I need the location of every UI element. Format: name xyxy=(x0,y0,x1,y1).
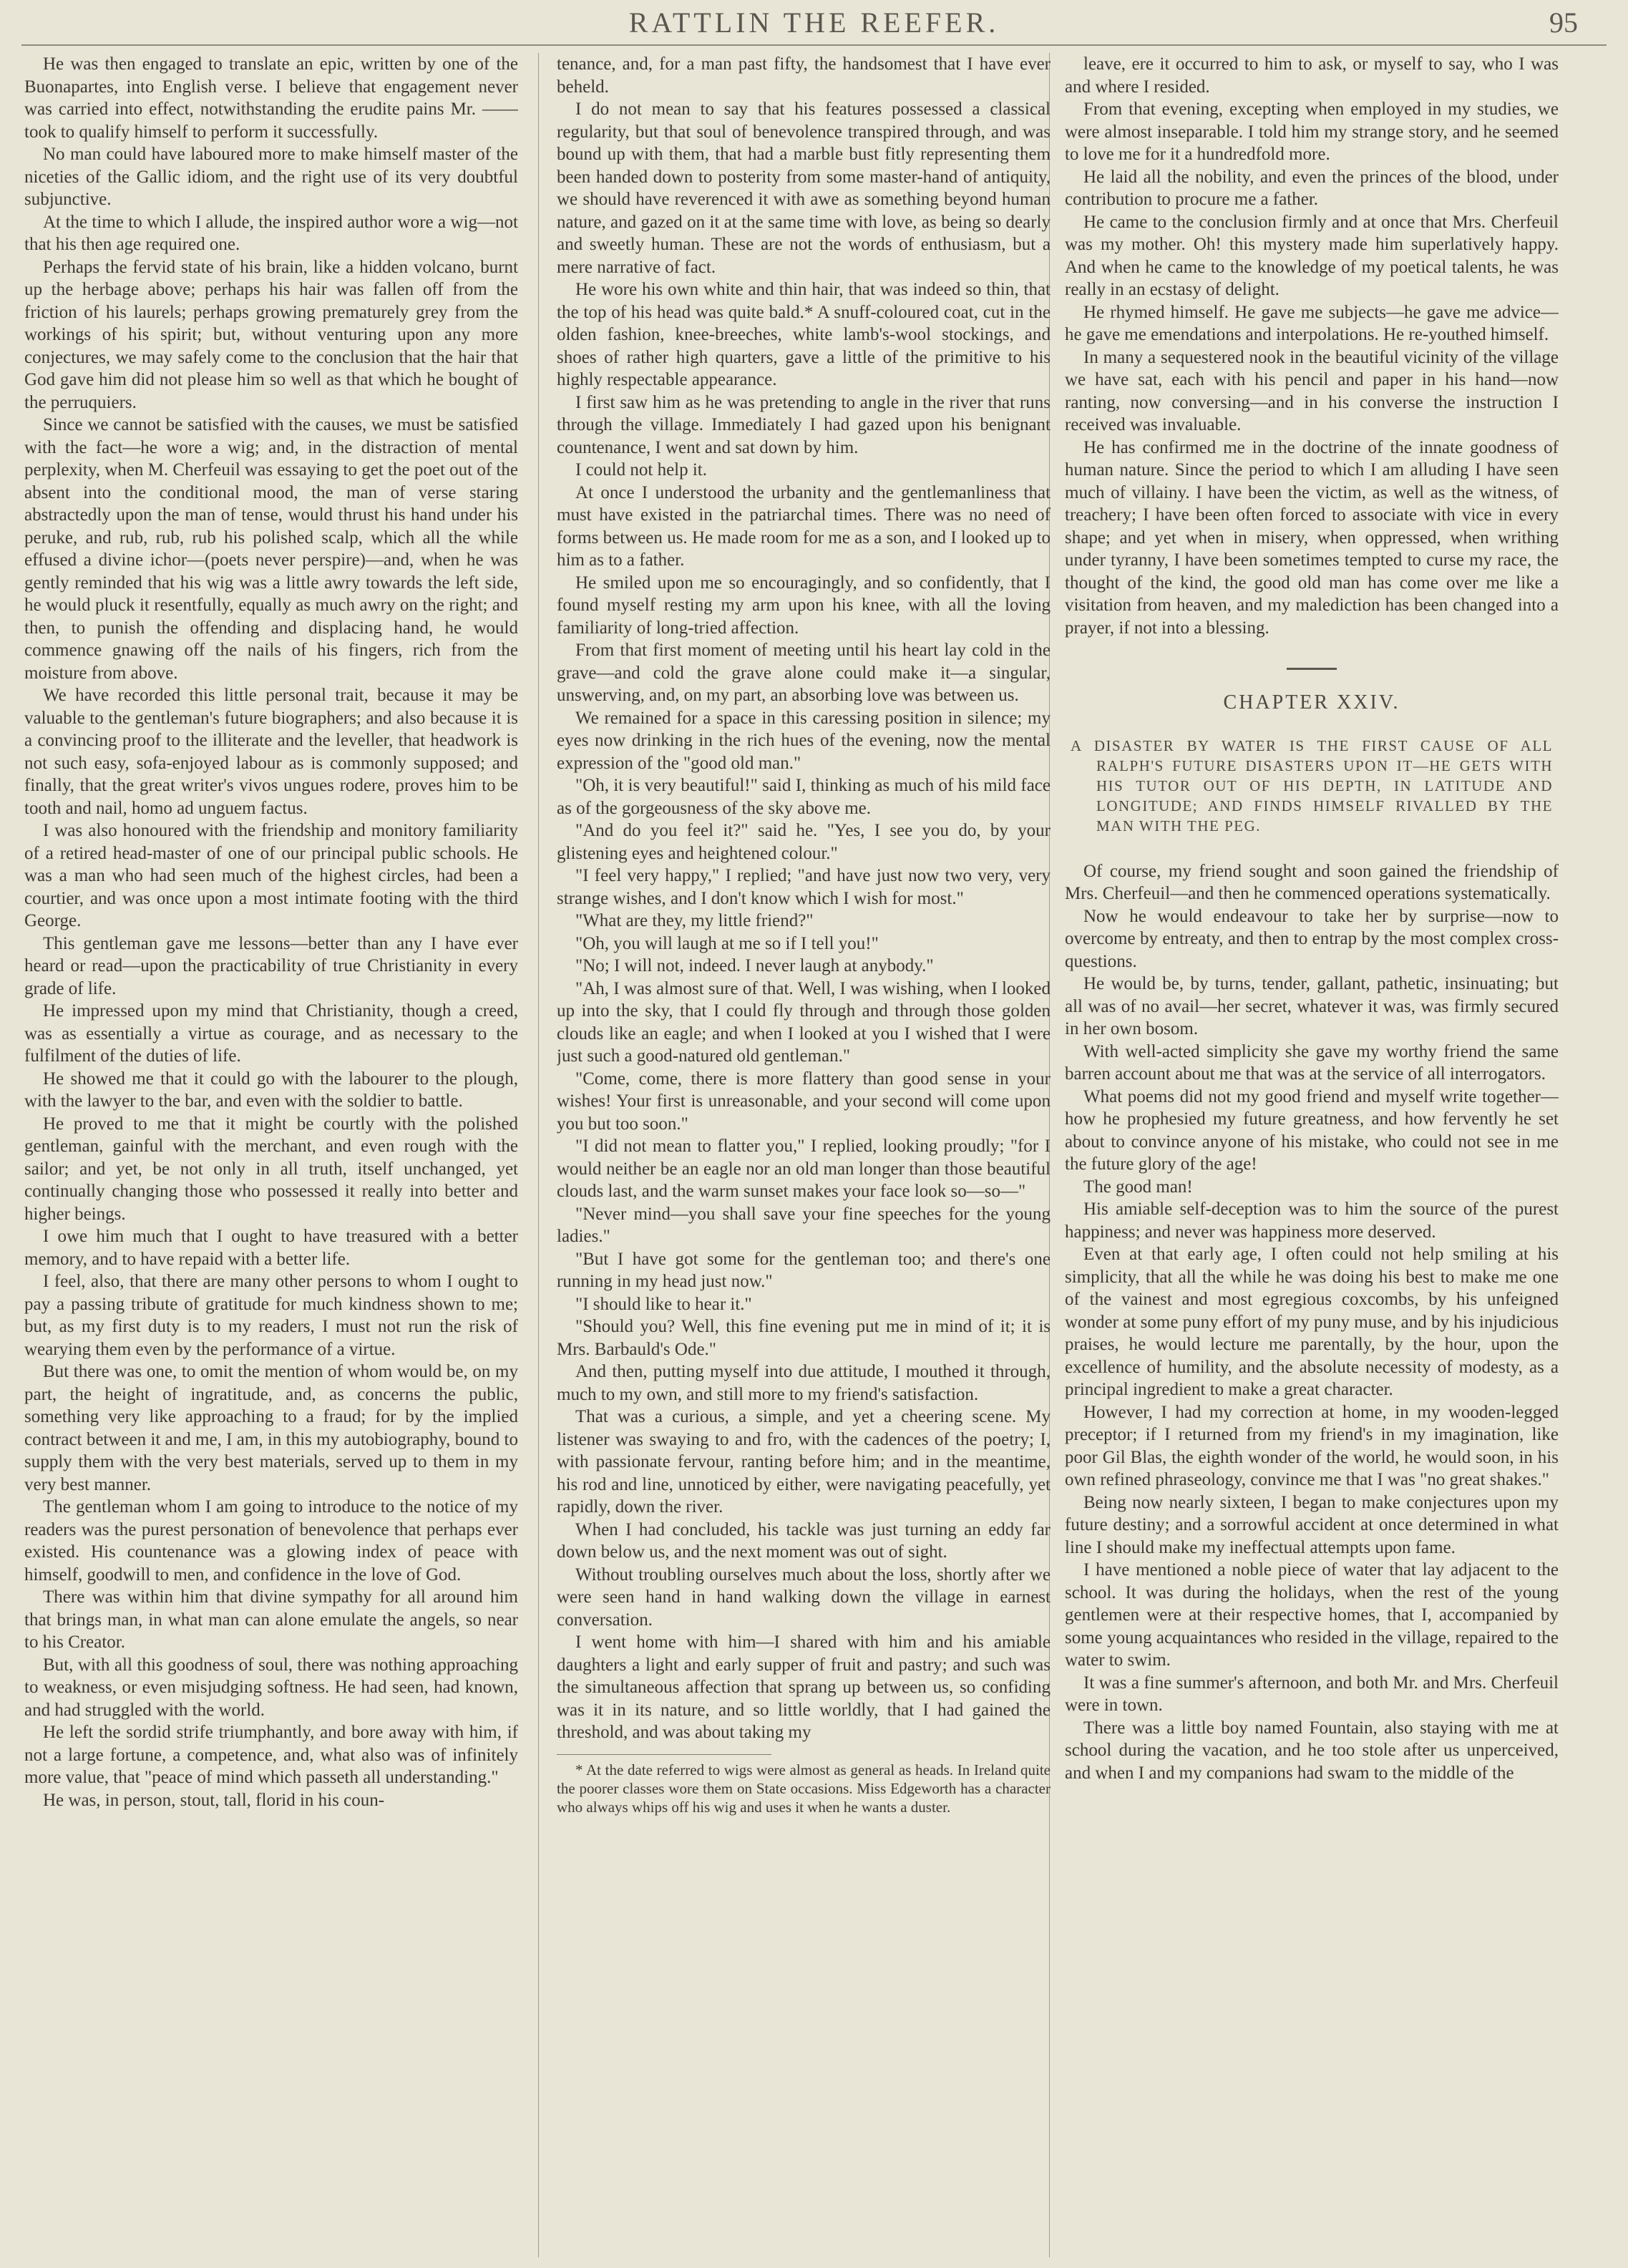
running-title: RATTLIN THE REEFER. xyxy=(628,6,1000,39)
paragraph: I went home with him—I shared with him and his amiable daughters a light and early supper of fruit and pastry; and such was the simultaneous affection that sprang up between us, so confiding was it in its nature, and so little worldly, that I had gained the threshold, and was about taking my xyxy=(557,1632,1051,1742)
paragraph: In many a sequestered nook in the beautiful vicinity of the village we have sat, each with his pencil and paper in his hand—now ranting, now conversing—and in his converse the instruction I received was invaluable. xyxy=(1065,347,1559,434)
paragraph: I do not mean to say that his features possessed a classical regularity, but that soul of benevolence transpired through, and was bound up with them, that had a marble bust fitly representing them been handed down to posterity from some master-hand of antiquity, we should have reverenced it with awe as something beyond human nature, and gazed on it at the same time with love, as being so dearly and sweetly human. These are not the words of enthusiasm, but a mere narrative of fact. xyxy=(557,99,1051,277)
paragraph: "Never mind—you shall save your fine speeches for the young ladies." xyxy=(557,1204,1051,1246)
paragraph: He smiled upon me so encouragingly, and so confidently, that I found myself resting my arm upon his knee, with all the loving familiarity of long-tried affection. xyxy=(557,573,1051,638)
page-header xyxy=(0,0,1628,43)
footnote-rule xyxy=(557,1754,771,1755)
paragraph: There was a little boy named Fountain, also staying with me at school during the vacation, and he too stole after us unperceived, and when I and my companions had swam to the middle of the xyxy=(1065,1718,1559,1783)
paragraph: He showed me that it could go with the labourer to the plough, with the lawyer to the bar, and even with the soldier to battle. xyxy=(24,1069,518,1111)
column-right-body xyxy=(1065,53,1559,639)
paragraph: He has confirmed me in the doctrine of the innate goodness of human nature. Since the period to which I am alluding I have seen much of villainy. I have been the victim, as well as the witness, of treachery; I have been often forced to associate with vice in every shape; and yet when in misery, when oppressed, when writhing under tyranny, I have been sometimes tempted to curse my race, the thought of the kind, the good old man has come over me like a visitation from heaven, and my malediction has been changed into a prayer, if not into a blessing. xyxy=(1065,437,1559,638)
column-middle-body xyxy=(557,53,1051,1744)
header-rule xyxy=(21,44,1607,46)
paragraph: He proved to me that it might be courtly with the polished gentleman, gainful with the merchant, and even rough with the sailor; and yet, be not only in all truth, itself unchanged, yet continually changing those who possessed it really into better and higher beings. xyxy=(24,1114,518,1224)
paragraph: He wore his own white and thin hair, that was indeed so thin, that the top of his head was quite bald.* A snuff-coloured coat, cut in the olden fashion, knee-breeches, white lamb's-wool stockings, and shoes of rather high quarters, gave a little of the primitive to his highly respectable appearance. xyxy=(557,280,1051,389)
paragraph: His amiable self-deception was to him the source of the purest happiness; and never was happiness more deserved. xyxy=(1065,1199,1559,1242)
paragraph: I have mentioned a noble piece of water that lay adjacent to the school. It was during the holidays, when the rest of the young gentlemen were at their respective homes, that I, accompanied by some young acquaintances who resided in the village, repaired to the water to swim. xyxy=(1065,1560,1559,1670)
paragraph: He impressed upon my mind that Christianity, though a creed, was as essentially a virtue as courage, and as necessary to the fulfilment of the duties of life. xyxy=(24,1001,518,1066)
paragraph: "Come, come, there is more flattery than good sense in your wishes! Your first is unreasonable, and your second will come upon you but too soon." xyxy=(557,1069,1051,1134)
paragraph: He would be, by turns, tender, gallant, pathetic, insinuating; but all was of no avail—her secret, whatever it was, was firmly secured in her own bosom. xyxy=(1065,974,1559,1038)
paragraph: We remained for a space in this caressing position in silence; my eyes now drinking in the rich hues of the evening, now the mental expression of the "good old man." xyxy=(557,708,1051,773)
paragraph: "No; I will not, indeed. I never laugh at anybody." xyxy=(575,956,934,975)
paragraph: From that evening, excepting when employed in my studies, we were almost inseparable. I told him my strange story, and he seemed to love me for it a hundredfold more. xyxy=(1065,99,1559,164)
column-left xyxy=(24,53,518,2257)
paragraph: He was, in person, stout, tall, florid in his coun- xyxy=(43,1790,385,1810)
paragraph: At once I understood the urbanity and the gentlemanliness that must have existed in the patriarchal times. There was no need of forms between us. He made room for me as a son, and I looked up to him as to a father. xyxy=(557,482,1051,570)
paragraph: He was then engaged to translate an epic, written by one of the Buonapartes, into English verse. I believe that engagement never was carried into effect, notwithstanding the erudite pains Mr. —— took to qualify himself to perform it successfully. xyxy=(24,54,518,142)
paragraph: It was a fine summer's afternoon, and both Mr. and Mrs. Cherfeuil were in town. xyxy=(1065,1673,1559,1715)
paragraph: Of course, my friend sought and soon gained the friendship of Mrs. Cherfeuil—and then he commenced operations systematically. xyxy=(1065,861,1559,903)
paragraph: Now he would endeavour to take her by surprise—now to overcome by entreaty, and then to entrap by the most complex cross-questions. xyxy=(1065,906,1559,971)
paragraph: "I did not mean to flatter you," I replied, looking proudly; "for I would neither be an eagle nor an old man longer than those beautiful clouds last, and the warm sunset makes your face look so—so—" xyxy=(557,1137,1051,1201)
paragraph: I owe him much that I ought to have treasured with a better memory, and to have repaid with a better life. xyxy=(24,1227,518,1269)
paragraph: But there was one, to omit the mention of whom would be, on my part, the height of ingratitude, and, as concerns the public, something very like approaching to a fraud; for by the implied contract between it and me, I am, in this my autobiography, bound to supply them with the very best materials, served up to them in my very best manner. xyxy=(24,1362,518,1494)
chapter-body xyxy=(1065,860,1559,1785)
paragraph: "Ah, I was almost sure of that. Well, I was wishing, when I looked up into the sky, that I could fly through and through those golden clouds like an eagle; and when I looked at you I wished that I were just such a good-natured old gentleman." xyxy=(557,978,1051,1066)
paragraph: tenance, and, for a man past fifty, the handsomest that I have ever beheld. xyxy=(557,54,1051,97)
paragraph: "I feel very happy," I replied; "and have just now two very, very strange wishes, and I don't know which I wish for most." xyxy=(557,866,1051,908)
paragraph: "I should like to hear it." xyxy=(575,1294,752,1314)
column-middle xyxy=(557,53,1051,2257)
paragraph: Without troubling ourselves much about the loss, shortly after we were seen hand in hand walking down the village in earnest conversation. xyxy=(557,1564,1051,1630)
paragraph: I feel, also, that there are many other persons to whom I ought to pay a passing tribute of gratitude for much kindness shown to me; but, as my first duty is to my readers, I must not run the risk of wearying them even by the performance of a virtue. xyxy=(24,1272,518,1359)
paragraph: He laid all the nobility, and even the princes of the blood, under contribution to procure me a father. xyxy=(1065,167,1559,209)
paragraph: leave, ere it occurred to him to ask, or myself to say, who I was and where I resided. xyxy=(1065,54,1559,97)
column-rule xyxy=(538,53,539,2257)
paragraph: This gentleman gave me lessons—better than any I have ever heard or read—upon the practicability of true Christianity in every grade of life. xyxy=(24,933,518,998)
paragraph: Even at that early age, I often could not help smiling at his simplicity, that all the while he was doing his best to make me one of the vainest and most egregious coxcombs, by his unfeigned wonder at some puny effort of my puny muse, and by his injudicious praises, he would lecture me parentally, by the hour, upon the excellence of humility, and the absolute necessity of modesty, as a principal ingredient to make a great character. xyxy=(1065,1245,1559,1399)
paragraph: He left the sordid strife triumphantly, and bore away with him, if not a large fortune, a competence, and, what also was of infinitely more value, that "peace of mind which passeth all understanding." xyxy=(24,1723,518,1787)
section-ornament xyxy=(1287,668,1337,670)
page-number: 95 xyxy=(1549,6,1578,39)
paragraph: I could not help it. xyxy=(575,460,707,480)
chapter-summary: A DISASTER BY WATER IS THE FIRST CAUSE OF ALL RALPH'S FUTURE DISASTERS UPON IT—HE GETS WITH HIS TUTOR OUT OF HIS DEPTH, IN LATITUDE AND LONGITUDE; AND FINDS HIMSELF RIVALLED BY THE MAN WITH THE PEG. xyxy=(1071,736,1553,834)
footnote: * At the date referred to wigs were almost as general as heads. In Ireland quite the poorer classes wore them on State occasions. Miss Edgeworth has a character who always whips off his wig and uses it when he wants a duster. xyxy=(557,1761,1051,1816)
paragraph: We have recorded this little personal trait, because it may be valuable to the gentleman's future biographers; and also because it is a convincing proof to the illiterate and the leveller, that headwork is not such easy, sofa-enjoyed labour as is commonly supposed; and finally, that the great writer's vivos ungues rodere, proves him to be tooth and nail, homo ad unguem factus. xyxy=(24,686,518,818)
paragraph: "But I have got some for the gentleman too; and there's one running in my head just now." xyxy=(557,1249,1051,1291)
column-right xyxy=(1065,53,1559,2257)
paragraph: He rhymed himself. He gave me subjects—he gave me advice—he gave me emendations and interpolations. He re-youthed himself. xyxy=(1065,302,1559,344)
paragraph: When I had concluded, his tackle was just turning an eddy far down below us, and the next moment was out of sight. xyxy=(557,1519,1051,1562)
paragraph: I first saw him as he was pretending to angle in the river that runs through the village. Immediately I had gazed upon his benignant countenance, I went and sat down by him. xyxy=(557,392,1051,457)
paragraph: But, with all this goodness of soul, there was nothing approaching to weakness, or even misjudging softness. He had seen, had known, and had struggled with the world. xyxy=(24,1655,518,1720)
paragraph: From that first moment of meeting until his heart lay cold in the grave—and cold the grave alone could make it—a singular, unswerving, and, on my part, an absorbing love was between us. xyxy=(557,641,1051,705)
paragraph: The good man! xyxy=(1083,1177,1193,1197)
paragraph: Perhaps the fervid state of his brain, like a hidden volcano, burnt up the herbage above; perhaps his hair was fallen off from the friction of his laurels; perhaps growing prematurely grey from the workings of his spirit; but, without venturing upon any more conjectures, we may safely come to the conclusion that the hair that God gave him did not please him so well as that which he bought of the perruquiers. xyxy=(24,257,518,412)
paragraph: "What are they, my little friend?" xyxy=(575,911,814,930)
paragraph: No man could have laboured more to make himself master of the niceties of the Gallic idiom, and the right use of its very doubtful subjunctive. xyxy=(24,145,518,209)
paragraph: However, I had my correction at home, in my wooden-legged preceptor; if I returned from my friend's in my imagination, like poor Gil Blas, the eighth wonder of the world, he would soon, in his own refined phraseology, convince me that I was "no great shakes." xyxy=(1065,1402,1559,1489)
paragraph: Being now nearly sixteen, I began to make conjectures upon my future destiny; and a sorrowful accident at once determined in what line I should make my ineffectual attempts upon fame. xyxy=(1065,1492,1559,1557)
paragraph: Since we cannot be satisfied with the causes, we must be satisfied with the fact—he wore a wig; and, in the distraction of mental perplexity, when M. Cherfeuil was essaying to get the poet out of the absent into the conditional mood, the man of verse staring abstractedly upon the man of tense, would thrust his hand under his peruke, and rub, rub, rub his polished scalp, which all the while effused a divine ichor—(poets never perspire)—and, when he was gently reminded that his wig was a little awry towards the left side, he would pluck it resentfully, equally as much awry on the right; and then, to punish the offending and displacing hand, he would commence gnawing off the nails of his fingers, rich from the moisture from above. xyxy=(24,415,518,683)
chapter-title: CHAPTER XXIV. xyxy=(1223,691,1400,714)
paragraph: "And do you feel it?" said he. "Yes, I see you do, by your glistening eyes and heightened colour." xyxy=(557,821,1051,863)
paragraph: At the time to which I allude, the inspired author wore a wig—not that his then age required one. xyxy=(24,212,518,254)
paragraph: The gentleman whom I am going to introduce to the notice of my readers was the purest personation of benevolence that perhaps ever existed. His countenance was a glowing index of peace with himself, goodwill to men, and confidence in the love of God. xyxy=(24,1497,518,1585)
paragraph: I was also honoured with the friendship and monitory familiarity of a retired head-master of one of our principal public schools. He was a man who had seen much of the highest circles, had been a courtier, and was once upon a most intimate footing with the third George. xyxy=(24,821,518,930)
paragraph: That was a curious, a simple, and yet a cheering scene. My listener was swaying to and fro, with the cadences of the poetry; I, with passionate fervour, ranting before him; and in the meantime, his rod and line, unnoticed by either, were navigating peacefully, yet rapidly, down the river. xyxy=(557,1407,1051,1517)
paragraph: "Oh, it is very beautiful!" said I, thinking as much of his mild face as of the gorgeousness of the sky above me. xyxy=(557,776,1051,818)
paragraph: With well-acted simplicity she gave my worthy friend the same barren account about me that was at the service of all interrogators. xyxy=(1065,1041,1559,1084)
paragraph: He came to the conclusion firmly and at once that Mrs. Cherfeuil was my mother. Oh! this mystery made him superlatively happy. And when he came to the knowledge of my poetical talents, he was really in an ecstasy of delight. xyxy=(1065,212,1559,299)
paragraph: And then, putting myself into due attitude, I mouthed it through, much to my own, and still more to my friend's satisfaction. xyxy=(557,1362,1051,1404)
paragraph: "Should you? Well, this fine evening put me in mind of it; it is Mrs. Barbauld's Ode." xyxy=(557,1317,1051,1359)
paragraph: There was within him that divine sympathy for all around him that brings man, in what man can alone emulate the angels, so near to his Creator. xyxy=(24,1587,518,1652)
paragraph: "Oh, you will laugh at me so if I tell you!" xyxy=(575,933,879,953)
paragraph: What poems did not my good friend and myself write together—how he prophesied my future greatness, and how fervently he set about to convince anyone of his mistake, who could not see in me the future glory of the age! xyxy=(1065,1086,1559,1174)
